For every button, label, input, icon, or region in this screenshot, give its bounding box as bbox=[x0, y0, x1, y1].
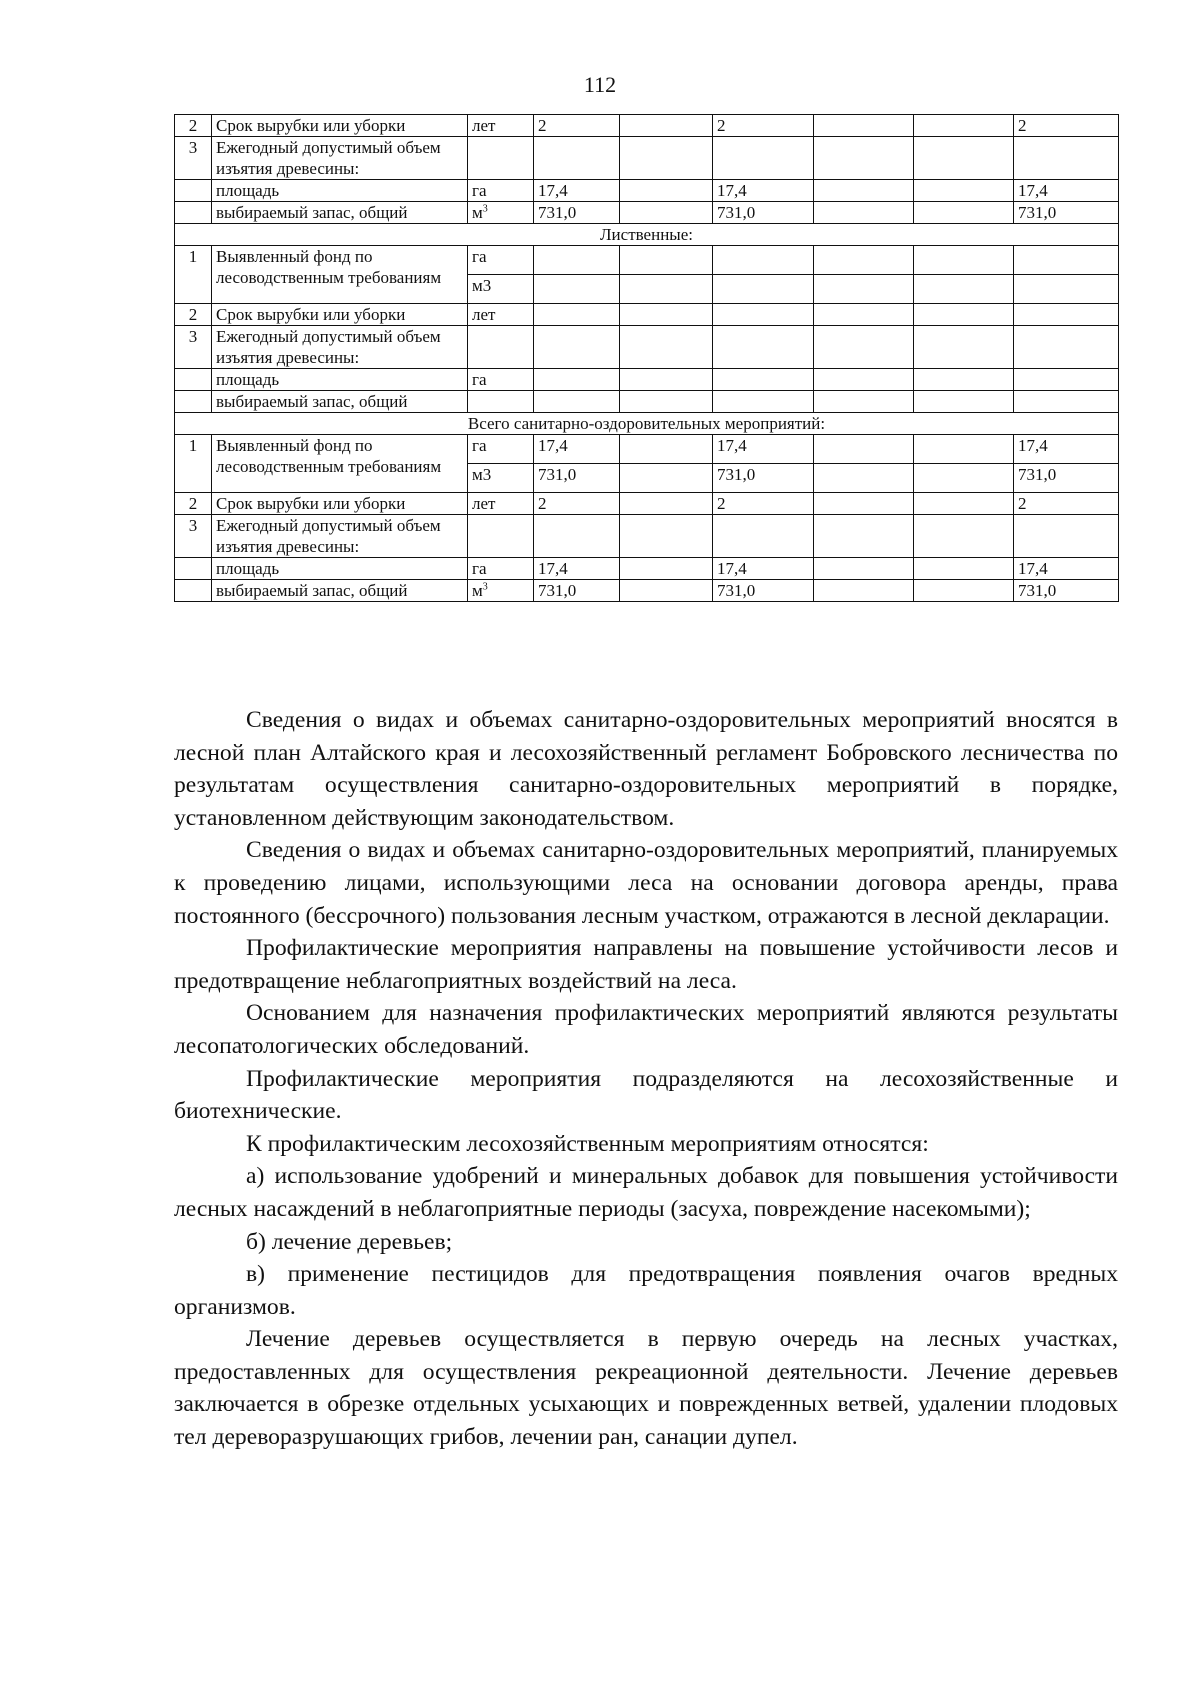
table-row bbox=[175, 180, 1119, 202]
row-name: выбираемый запас, общий bbox=[212, 580, 468, 602]
value-cell bbox=[914, 369, 1014, 391]
value-cell bbox=[534, 515, 620, 558]
row-number bbox=[175, 391, 212, 413]
body-text bbox=[174, 704, 1118, 1454]
row-name: Срок вырубки или уборки bbox=[212, 493, 468, 515]
unit-cell bbox=[468, 369, 534, 391]
row-number: 1 bbox=[175, 435, 212, 493]
unit-cell bbox=[468, 180, 534, 202]
row-name: Ежегодный допустимый объем изъятия древесины: bbox=[212, 326, 468, 369]
value-cell bbox=[620, 304, 713, 326]
value-cell: 2 bbox=[1014, 115, 1119, 137]
value-cell bbox=[914, 202, 1014, 224]
unit-text: лет bbox=[472, 305, 496, 324]
unit-cell bbox=[468, 515, 534, 558]
value-cell bbox=[534, 369, 620, 391]
unit-cell: га bbox=[468, 435, 534, 464]
value-cell bbox=[1014, 137, 1119, 180]
unit-cell bbox=[468, 558, 534, 580]
value-cell bbox=[914, 115, 1014, 137]
unit-cell bbox=[468, 115, 534, 137]
row-number: 2 bbox=[175, 304, 212, 326]
row-name: площадь bbox=[212, 369, 468, 391]
value-cell bbox=[814, 137, 914, 180]
value-cell: 2 bbox=[713, 493, 814, 515]
row-number bbox=[175, 180, 212, 202]
value-cell bbox=[534, 304, 620, 326]
value-cell: 17,4 bbox=[713, 180, 814, 202]
table-section-row bbox=[175, 413, 1119, 435]
unit-text: лет bbox=[472, 116, 496, 135]
unit-cell: га bbox=[468, 246, 534, 275]
value-cell bbox=[620, 202, 713, 224]
unit-cell bbox=[468, 391, 534, 413]
value-cell bbox=[814, 435, 914, 464]
value-cell bbox=[814, 391, 914, 413]
value-cell bbox=[713, 275, 814, 304]
row-number: 3 bbox=[175, 137, 212, 180]
paragraph: Профилактические мероприятия подразделяются на лесохозяйственные и биотехнические. bbox=[174, 1065, 1118, 1125]
table-row bbox=[175, 558, 1119, 580]
row-name: Ежегодный допустимый объем изъятия древесины: bbox=[212, 137, 468, 180]
table-row bbox=[175, 515, 1119, 558]
value-cell: 17,4 bbox=[534, 180, 620, 202]
value-cell: 2 bbox=[1014, 493, 1119, 515]
row-name: Срок вырубки или уборки bbox=[212, 304, 468, 326]
value-cell: 2 bbox=[534, 115, 620, 137]
value-cell: 17,4 bbox=[1014, 558, 1119, 580]
paragraph: б) лечение деревьев; bbox=[246, 1228, 453, 1255]
value-cell bbox=[1014, 515, 1119, 558]
value-cell bbox=[814, 515, 914, 558]
value-cell bbox=[814, 464, 914, 493]
value-cell bbox=[713, 515, 814, 558]
value-cell bbox=[620, 558, 713, 580]
value-cell bbox=[620, 137, 713, 180]
value-cell bbox=[914, 180, 1014, 202]
value-cell bbox=[534, 246, 620, 275]
value-cell bbox=[814, 369, 914, 391]
value-cell bbox=[1014, 369, 1119, 391]
value-cell bbox=[713, 326, 814, 369]
paragraph: Сведения о видах и объемах санитарно-оздоровительных мероприятий вносятся в лесной план Алтайского края и лесохозяйственный регламент Бобровского лесничества по результатам осуществления санитарно-оздоровительных мероприятий в порядке, установленном действующим законодательством. bbox=[174, 707, 1118, 831]
value-cell: 731,0 bbox=[1014, 464, 1119, 493]
paragraph: Лечение деревьев осуществляется в первую очередь на лесных участках, предоставленных для осуществления рекреационной деятельности. Лечение деревьев заключается в обрезке отдельных усыхающих и поврежденных ветвей, удалении плодовых тел дереворазрушающих грибов, лечении ран, санации дупел. bbox=[174, 1326, 1118, 1451]
value-cell: 731,0 bbox=[1014, 580, 1119, 602]
unit-text: га bbox=[472, 181, 487, 200]
value-cell bbox=[914, 246, 1014, 275]
table-row bbox=[175, 369, 1119, 391]
value-cell bbox=[713, 369, 814, 391]
value-cell bbox=[620, 435, 713, 464]
value-cell bbox=[620, 493, 713, 515]
value-cell bbox=[914, 558, 1014, 580]
value-cell: 731,0 bbox=[1014, 202, 1119, 224]
row-name: выбираемый запас, общий bbox=[212, 202, 468, 224]
row-name: площадь bbox=[212, 180, 468, 202]
row-number: 1 bbox=[175, 246, 212, 304]
row-name: Выявленный фонд по лесоводственным требованиям bbox=[212, 435, 468, 493]
paragraph: а) использование удобрений и минеральных добавок для повышения устойчивости лесных насаждений в неблагоприятные периоды (засуха, повреждение насекомыми); bbox=[174, 1163, 1118, 1222]
table-row bbox=[175, 115, 1119, 137]
value-cell bbox=[814, 275, 914, 304]
value-cell bbox=[620, 391, 713, 413]
value-cell bbox=[1014, 326, 1119, 369]
value-cell: 2 bbox=[534, 493, 620, 515]
table-row bbox=[175, 493, 1119, 515]
value-cell bbox=[814, 246, 914, 275]
table-row bbox=[175, 391, 1119, 413]
value-cell bbox=[914, 137, 1014, 180]
row-number: 2 bbox=[175, 493, 212, 515]
value-cell: 731,0 bbox=[713, 202, 814, 224]
page-number: 112 bbox=[583, 72, 617, 97]
value-cell bbox=[1014, 246, 1119, 275]
unit-superscript: 3 bbox=[482, 203, 488, 215]
paragraph: Профилактические мероприятия направлены на повышение устойчивости лесов и предотвращение неблагоприятных воздействий на леса. bbox=[174, 935, 1118, 994]
section-label: Лиственные: bbox=[175, 224, 1119, 246]
value-cell: 17,4 bbox=[713, 558, 814, 580]
unit-text: га bbox=[472, 559, 487, 578]
value-cell: 731,0 bbox=[534, 202, 620, 224]
value-cell bbox=[534, 326, 620, 369]
value-cell: 2 bbox=[713, 115, 814, 137]
unit-cell: м3 bbox=[468, 275, 534, 304]
unit-superscript: 3 bbox=[482, 581, 488, 593]
row-name: Срок вырубки или уборки bbox=[212, 115, 468, 137]
table-row bbox=[175, 137, 1119, 180]
value-cell bbox=[814, 180, 914, 202]
paragraph: Основанием для назначения профилактических мероприятий являются результаты лесопатологических обследований. bbox=[174, 1000, 1118, 1059]
row-number: 2 bbox=[175, 115, 212, 137]
value-cell: 731,0 bbox=[534, 464, 620, 493]
value-cell: 17,4 bbox=[534, 558, 620, 580]
table-row bbox=[175, 304, 1119, 326]
table-row bbox=[175, 326, 1119, 369]
value-cell bbox=[814, 326, 914, 369]
value-cell bbox=[914, 304, 1014, 326]
unit-text: м bbox=[472, 203, 483, 222]
value-cell bbox=[620, 369, 713, 391]
value-cell: 17,4 bbox=[1014, 180, 1119, 202]
value-cell bbox=[620, 580, 713, 602]
value-cell bbox=[713, 391, 814, 413]
value-cell bbox=[914, 326, 1014, 369]
paragraph: К профилактическим лесохозяйственным мероприятиям относятся: bbox=[246, 1130, 929, 1157]
paragraph: Сведения о видах и объемах санитарно-оздоровительных мероприятий, планируемых к проведению лицами, использующими леса на основании договора аренды, права постоянного (бессрочного) пользования лесным участком, отражаются в лесной декларации. bbox=[174, 837, 1118, 929]
value-cell: 17,4 bbox=[713, 435, 814, 464]
value-cell: 731,0 bbox=[713, 464, 814, 493]
value-cell bbox=[914, 493, 1014, 515]
unit-text: м bbox=[472, 581, 483, 600]
value-cell bbox=[713, 137, 814, 180]
unit-cell bbox=[468, 326, 534, 369]
value-cell bbox=[914, 435, 1014, 464]
table-row bbox=[175, 246, 1119, 275]
row-number: 3 bbox=[175, 515, 212, 558]
unit-text: лет bbox=[472, 494, 496, 513]
row-number bbox=[175, 202, 212, 224]
value-cell bbox=[814, 558, 914, 580]
value-cell bbox=[914, 275, 1014, 304]
row-number bbox=[175, 580, 212, 602]
value-cell bbox=[620, 464, 713, 493]
row-name: Ежегодный допустимый объем изъятия древесины: bbox=[212, 515, 468, 558]
value-cell bbox=[534, 275, 620, 304]
value-cell bbox=[620, 326, 713, 369]
value-cell bbox=[914, 464, 1014, 493]
value-cell bbox=[814, 580, 914, 602]
unit-text: га bbox=[472, 370, 487, 389]
row-number bbox=[175, 558, 212, 580]
value-cell bbox=[814, 202, 914, 224]
value-cell bbox=[914, 391, 1014, 413]
row-number: 3 bbox=[175, 326, 212, 369]
value-cell bbox=[814, 493, 914, 515]
table-row bbox=[175, 202, 1119, 224]
value-cell bbox=[620, 246, 713, 275]
value-cell bbox=[620, 515, 713, 558]
value-cell: 731,0 bbox=[534, 580, 620, 602]
unit-cell: м3 bbox=[468, 464, 534, 493]
table-body bbox=[175, 115, 1119, 602]
row-name: площадь bbox=[212, 558, 468, 580]
value-cell bbox=[1014, 391, 1119, 413]
paragraph: в) применение пестицидов для предотвращения появления очагов вредных организмов. bbox=[174, 1261, 1118, 1320]
unit-cell bbox=[468, 580, 534, 602]
value-cell bbox=[814, 115, 914, 137]
value-cell bbox=[534, 391, 620, 413]
value-cell bbox=[620, 275, 713, 304]
unit-cell bbox=[468, 137, 534, 180]
value-cell bbox=[713, 246, 814, 275]
value-cell bbox=[620, 115, 713, 137]
value-cell: 731,0 bbox=[713, 580, 814, 602]
unit-cell bbox=[468, 202, 534, 224]
value-cell bbox=[814, 304, 914, 326]
unit-cell bbox=[468, 304, 534, 326]
row-name: Выявленный фонд по лесоводственным требованиям bbox=[212, 246, 468, 304]
row-number bbox=[175, 369, 212, 391]
section-label: Всего санитарно-оздоровительных мероприятий: bbox=[175, 413, 1119, 435]
value-cell bbox=[914, 580, 1014, 602]
table-row bbox=[175, 435, 1119, 464]
value-cell: 17,4 bbox=[1014, 435, 1119, 464]
unit-cell bbox=[468, 493, 534, 515]
value-cell: 17,4 bbox=[534, 435, 620, 464]
value-cell bbox=[713, 304, 814, 326]
row-name: выбираемый запас, общий bbox=[212, 391, 468, 413]
value-cell bbox=[620, 180, 713, 202]
table-section-row bbox=[175, 224, 1119, 246]
value-cell bbox=[1014, 275, 1119, 304]
value-cell bbox=[914, 515, 1014, 558]
value-cell bbox=[534, 137, 620, 180]
forest-measures-table bbox=[174, 114, 1119, 602]
value-cell bbox=[1014, 304, 1119, 326]
table-row bbox=[175, 580, 1119, 602]
